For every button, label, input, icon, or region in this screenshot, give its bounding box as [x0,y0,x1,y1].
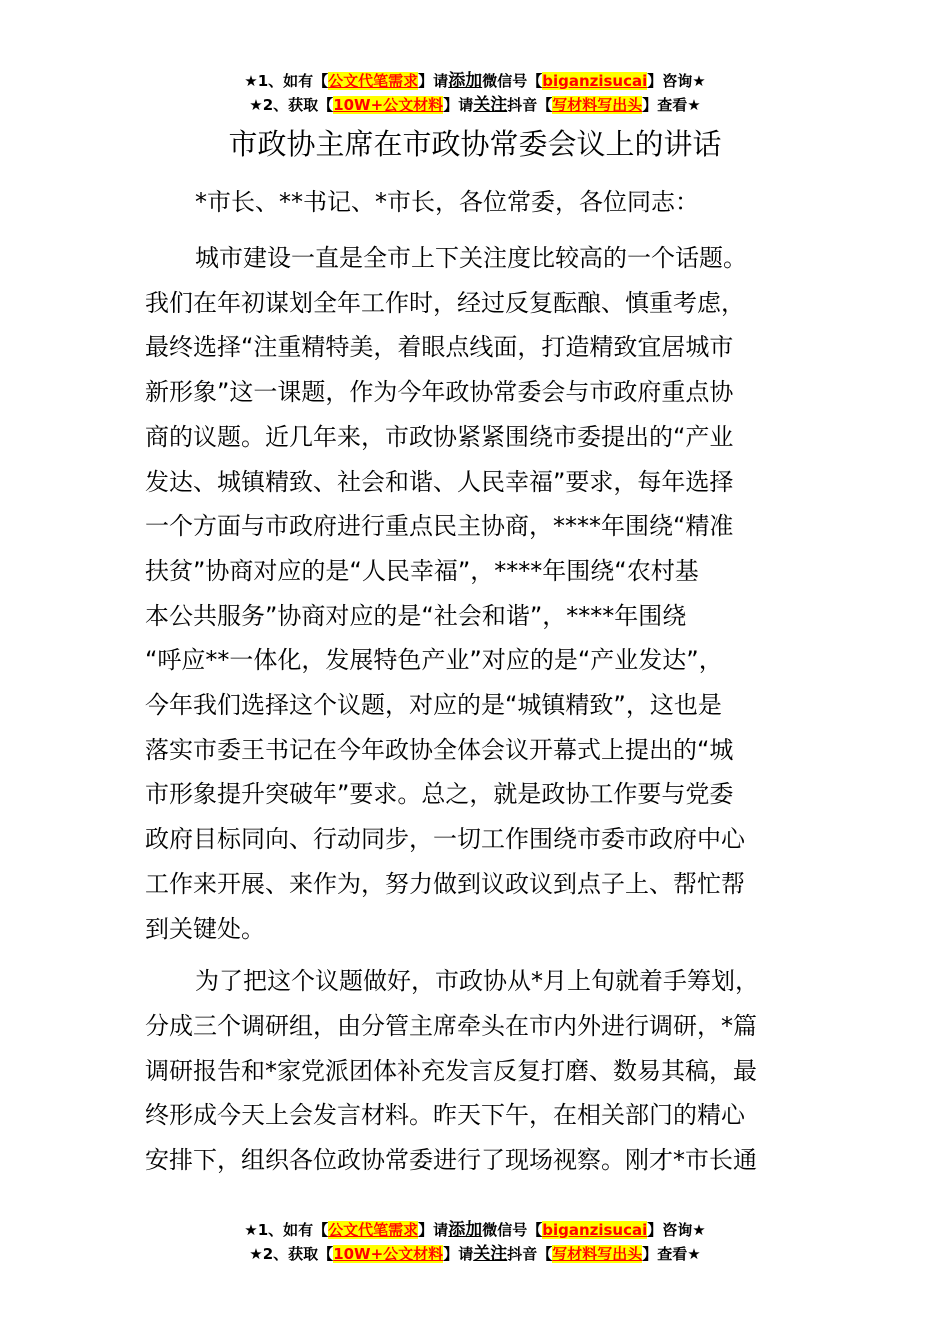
banner-line-1 [0,1218,950,1242]
banner-text: 】查看★ [642,1245,701,1263]
text-line: 调研报告和*家党派团体补充发言反复打磨、数易其稿，最 [145,1056,757,1085]
text-line: 我们在年初谋划全年工作时，经过反复酝酿、慎重考虑， [145,288,745,317]
text-line: 终形成今天上会发言材料。昨天下午，在相关部门的精心 [145,1101,745,1130]
banner-text: 】请 [443,96,474,114]
banner-text: ★2、获取【 [249,96,334,114]
banner-text: 】咨询★ [647,1221,706,1239]
text-line: 安排下，组织各位政协常委进行了现场视察。刚才*市长通 [145,1146,757,1175]
banner-highlight: 公文代笔需求 [328,1221,419,1239]
banner-underline: 添加 [448,1220,483,1240]
banner-text: 】请 [418,1221,449,1239]
banner-line-1 [0,69,950,93]
banner-text: 】请 [443,1245,474,1263]
banner-highlight: biganzisucai [542,72,648,90]
banner-underline: 关注 [473,1244,508,1264]
banner-highlight: 10W+公文材料 [333,96,444,114]
text-line: 到关键处。 [145,914,265,943]
banner-underline: 关注 [473,95,508,115]
text-line: 扶贫”协商对应的是“人民幸福”，****年围绕“农村基 [145,556,699,585]
banner-text: 微信号【 [482,1221,543,1239]
text-line: 发达、城镇精致、社会和谐、人民幸福”要求，每年选择 [145,467,734,496]
banner-text: 微信号【 [482,72,543,90]
text-line: 商的议题。近几年来，市政协紧紧围绕市委提出的“产业 [145,422,734,451]
text-line: “呼应**一体化，发展特色产业”对应的是“产业发达”， [145,646,723,675]
banner-text: ★2、获取【 [249,1245,334,1263]
banner-text: 】查看★ [642,96,701,114]
banner-text: 】请 [418,72,449,90]
banner-highlight: 10W+公文材料 [333,1245,444,1263]
greeting: *市长、**书记、*市长，各位常委，各位同志： [195,188,699,216]
document-body [145,236,825,1183]
text-line: 为了把这个议题做好，市政协从*月上旬就着手筹划， [195,967,759,996]
banner-highlight: 写材料写出头 [552,96,643,114]
header-banner [0,69,950,117]
text-line: 市形象提升突破年”要求。总之，就是政协工作要与党委 [145,780,734,809]
text-line: 一个方面与市政府进行重点民主协商，****年围绕“精准 [145,512,734,541]
paragraph [145,959,825,1183]
page-title: 市政协主席在市政协常委会议上的讲话 [228,127,722,161]
banner-underline: 添加 [448,71,483,91]
text-line: 城市建设一直是全市上下关注度比较高的一个话题。 [195,244,747,272]
banner-text: 抖音【 [507,96,553,114]
paragraph [145,236,825,951]
banner-highlight: 写材料写出头 [552,1245,643,1263]
text-line: 本公共服务”协商对应的是“社会和谐”，****年围绕 [145,601,687,630]
banner-highlight: biganzisucai [542,1221,648,1239]
banner-line-2 [0,1242,950,1266]
banner-highlight: 公文代笔需求 [328,72,419,90]
paragraph-gap [145,951,825,959]
banner-text: ★1、如有【 [244,72,329,90]
footer-banner [0,1218,950,1266]
banner-text: 】咨询★ [647,72,706,90]
text-line: 分成三个调研组，由分管主席牵头在市内外进行调研，*篇 [145,1011,757,1040]
banner-text: 抖音【 [507,1245,553,1263]
text-line: 落实市委王书记在今年政协全体会议开幕式上提出的“城 [145,735,734,764]
banner-text: ★1、如有【 [244,1221,329,1239]
text-line: 政府目标同向、行动同步，一切工作围绕市委市政府中心 [145,825,745,854]
text-line: 新形象”这一课题，作为今年政协常委会与市政府重点协 [145,378,734,407]
text-line: 最终选择“注重精特美，着眼点线面，打造精致宜居城市 [145,333,734,362]
banner-line-2 [0,93,950,117]
text-line: 今年我们选择这个议题，对应的是“城镇精致”，这也是 [145,691,722,720]
text-line: 工作来开展、来作为，努力做到议政议到点子上、帮忙帮 [145,869,745,898]
